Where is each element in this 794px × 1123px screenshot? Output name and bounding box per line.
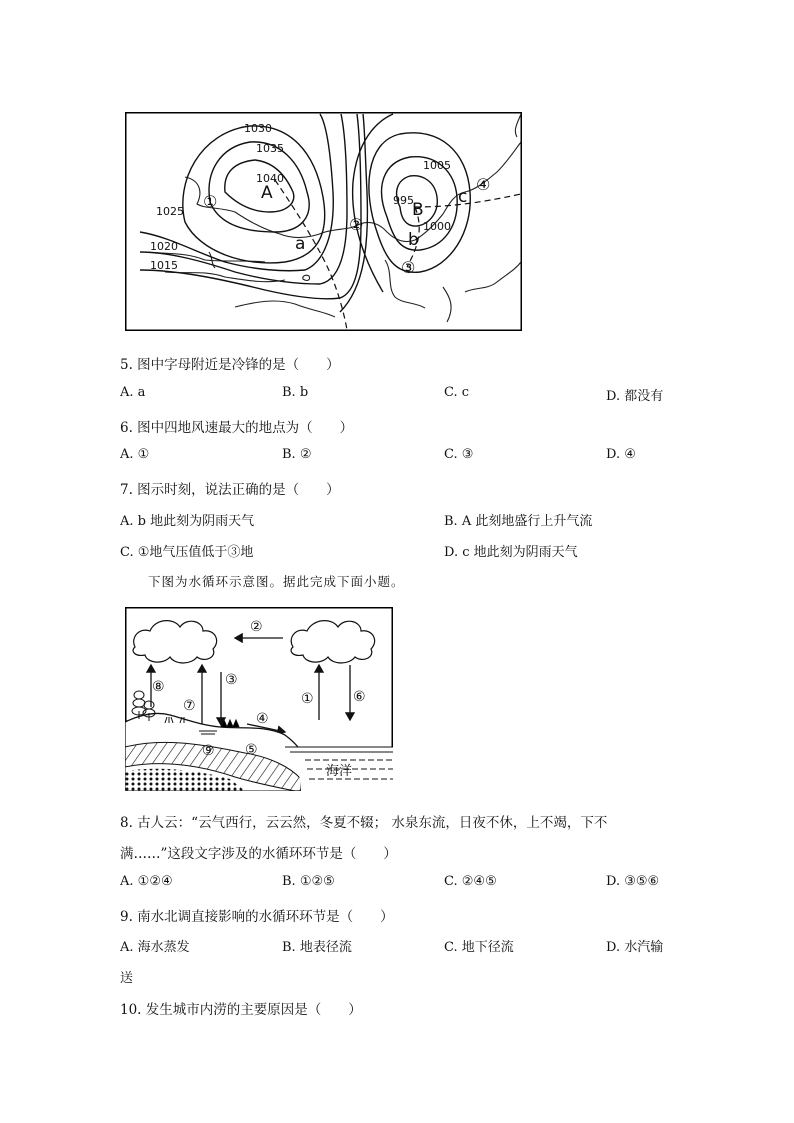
- point-label: ②: [349, 215, 364, 234]
- isobar-label: 1000: [423, 220, 451, 233]
- low-center-label: B: [412, 200, 424, 220]
- ocean-label: 海洋: [326, 764, 353, 779]
- isobar-label: 995: [393, 194, 414, 207]
- front-letter: c: [458, 187, 468, 207]
- q5-option-d[interactable]: D. 都没有: [606, 389, 664, 404]
- q9-option-d-wrap: 送: [120, 971, 134, 986]
- front-letter: a: [295, 234, 306, 254]
- q8-option-a[interactable]: A. ①②④: [120, 874, 173, 889]
- process-label: ⑧: [152, 679, 165, 695]
- q7-option-c[interactable]: C. ①地气压值低于③地: [120, 545, 254, 560]
- question-7: 7. 图示时刻，说法正确的是（ ）: [120, 482, 340, 498]
- isobar-label: 1030: [244, 122, 272, 135]
- q8-option-b[interactable]: B. ①②⑤: [282, 874, 335, 889]
- q7-option-b[interactable]: B. A 此刻地盛行上升气流: [444, 514, 593, 529]
- isobar-label: 1005: [423, 159, 451, 172]
- process-label: ②: [250, 619, 263, 635]
- process-label: ③: [225, 672, 238, 688]
- section-intro: 下图为水循环示意图。据此完成下面小题。: [148, 574, 405, 589]
- process-label: ⑨: [202, 743, 215, 759]
- point-label: ①: [203, 192, 218, 211]
- process-label: ⑤: [245, 742, 258, 758]
- q8-option-c[interactable]: C. ②④⑤: [444, 874, 497, 889]
- q8-option-d[interactable]: D. ③⑤⑥: [606, 874, 660, 889]
- point-label: ③: [401, 258, 416, 277]
- q5-option-a[interactable]: A. a: [120, 385, 146, 400]
- process-label: ①: [301, 691, 314, 707]
- q7-option-d[interactable]: D. c 地此刻为阴雨天气: [444, 545, 578, 560]
- q9-option-a[interactable]: A. 海水蒸发: [120, 940, 190, 955]
- process-label: ⑥: [353, 689, 366, 705]
- isobar-label: 1035: [256, 142, 284, 155]
- process-label: ④: [256, 711, 269, 727]
- high-center-label: A: [261, 183, 273, 203]
- isobar-label: 1015: [150, 259, 178, 272]
- isobar-label: 1025: [156, 205, 184, 218]
- q5-option-b[interactable]: B. b: [282, 385, 309, 400]
- q7-option-a[interactable]: A. b 地此刻为阴雨天气: [120, 514, 255, 529]
- q6-option-d[interactable]: D. ④: [606, 447, 636, 462]
- question-8-line-1: 8. 古人云：“云气西行，云云然，冬夏不辍； 水泉东流，日夜不休，上不竭，下不: [120, 815, 608, 831]
- question-8-line-2: 满……”这段文字涉及的水循环环节是（ ）: [120, 846, 397, 862]
- q6-option-b[interactable]: B. ②: [282, 447, 312, 462]
- q6-option-c[interactable]: C. ③: [444, 447, 474, 462]
- question-5: 5. 图中字母附近是冷锋的是（ ）: [120, 357, 340, 373]
- point-label: ④: [476, 175, 491, 194]
- q9-option-b[interactable]: B. 地表径流: [282, 940, 352, 955]
- water-cycle-diagram: [125, 607, 393, 791]
- question-9: 9. 南水北调直接影响的水循环环节是（ ）: [120, 909, 394, 925]
- question-10: 10. 发生城市内涝的主要原因是（ ）: [120, 1002, 362, 1018]
- q9-option-c[interactable]: C. 地下径流: [444, 940, 514, 955]
- front-letter: b: [408, 230, 419, 250]
- isobar-label: 1020: [150, 240, 178, 253]
- process-label: ⑦: [183, 698, 196, 714]
- q5-option-c[interactable]: C. c: [444, 385, 470, 400]
- isobar-label: 1040: [256, 172, 284, 185]
- isobar-map: [125, 112, 522, 331]
- q9-option-d[interactable]: D. 水汽输: [606, 940, 664, 955]
- question-6: 6. 图中四地风速最大的地点为（ ）: [120, 420, 354, 436]
- q6-option-a[interactable]: A. ①: [120, 447, 150, 462]
